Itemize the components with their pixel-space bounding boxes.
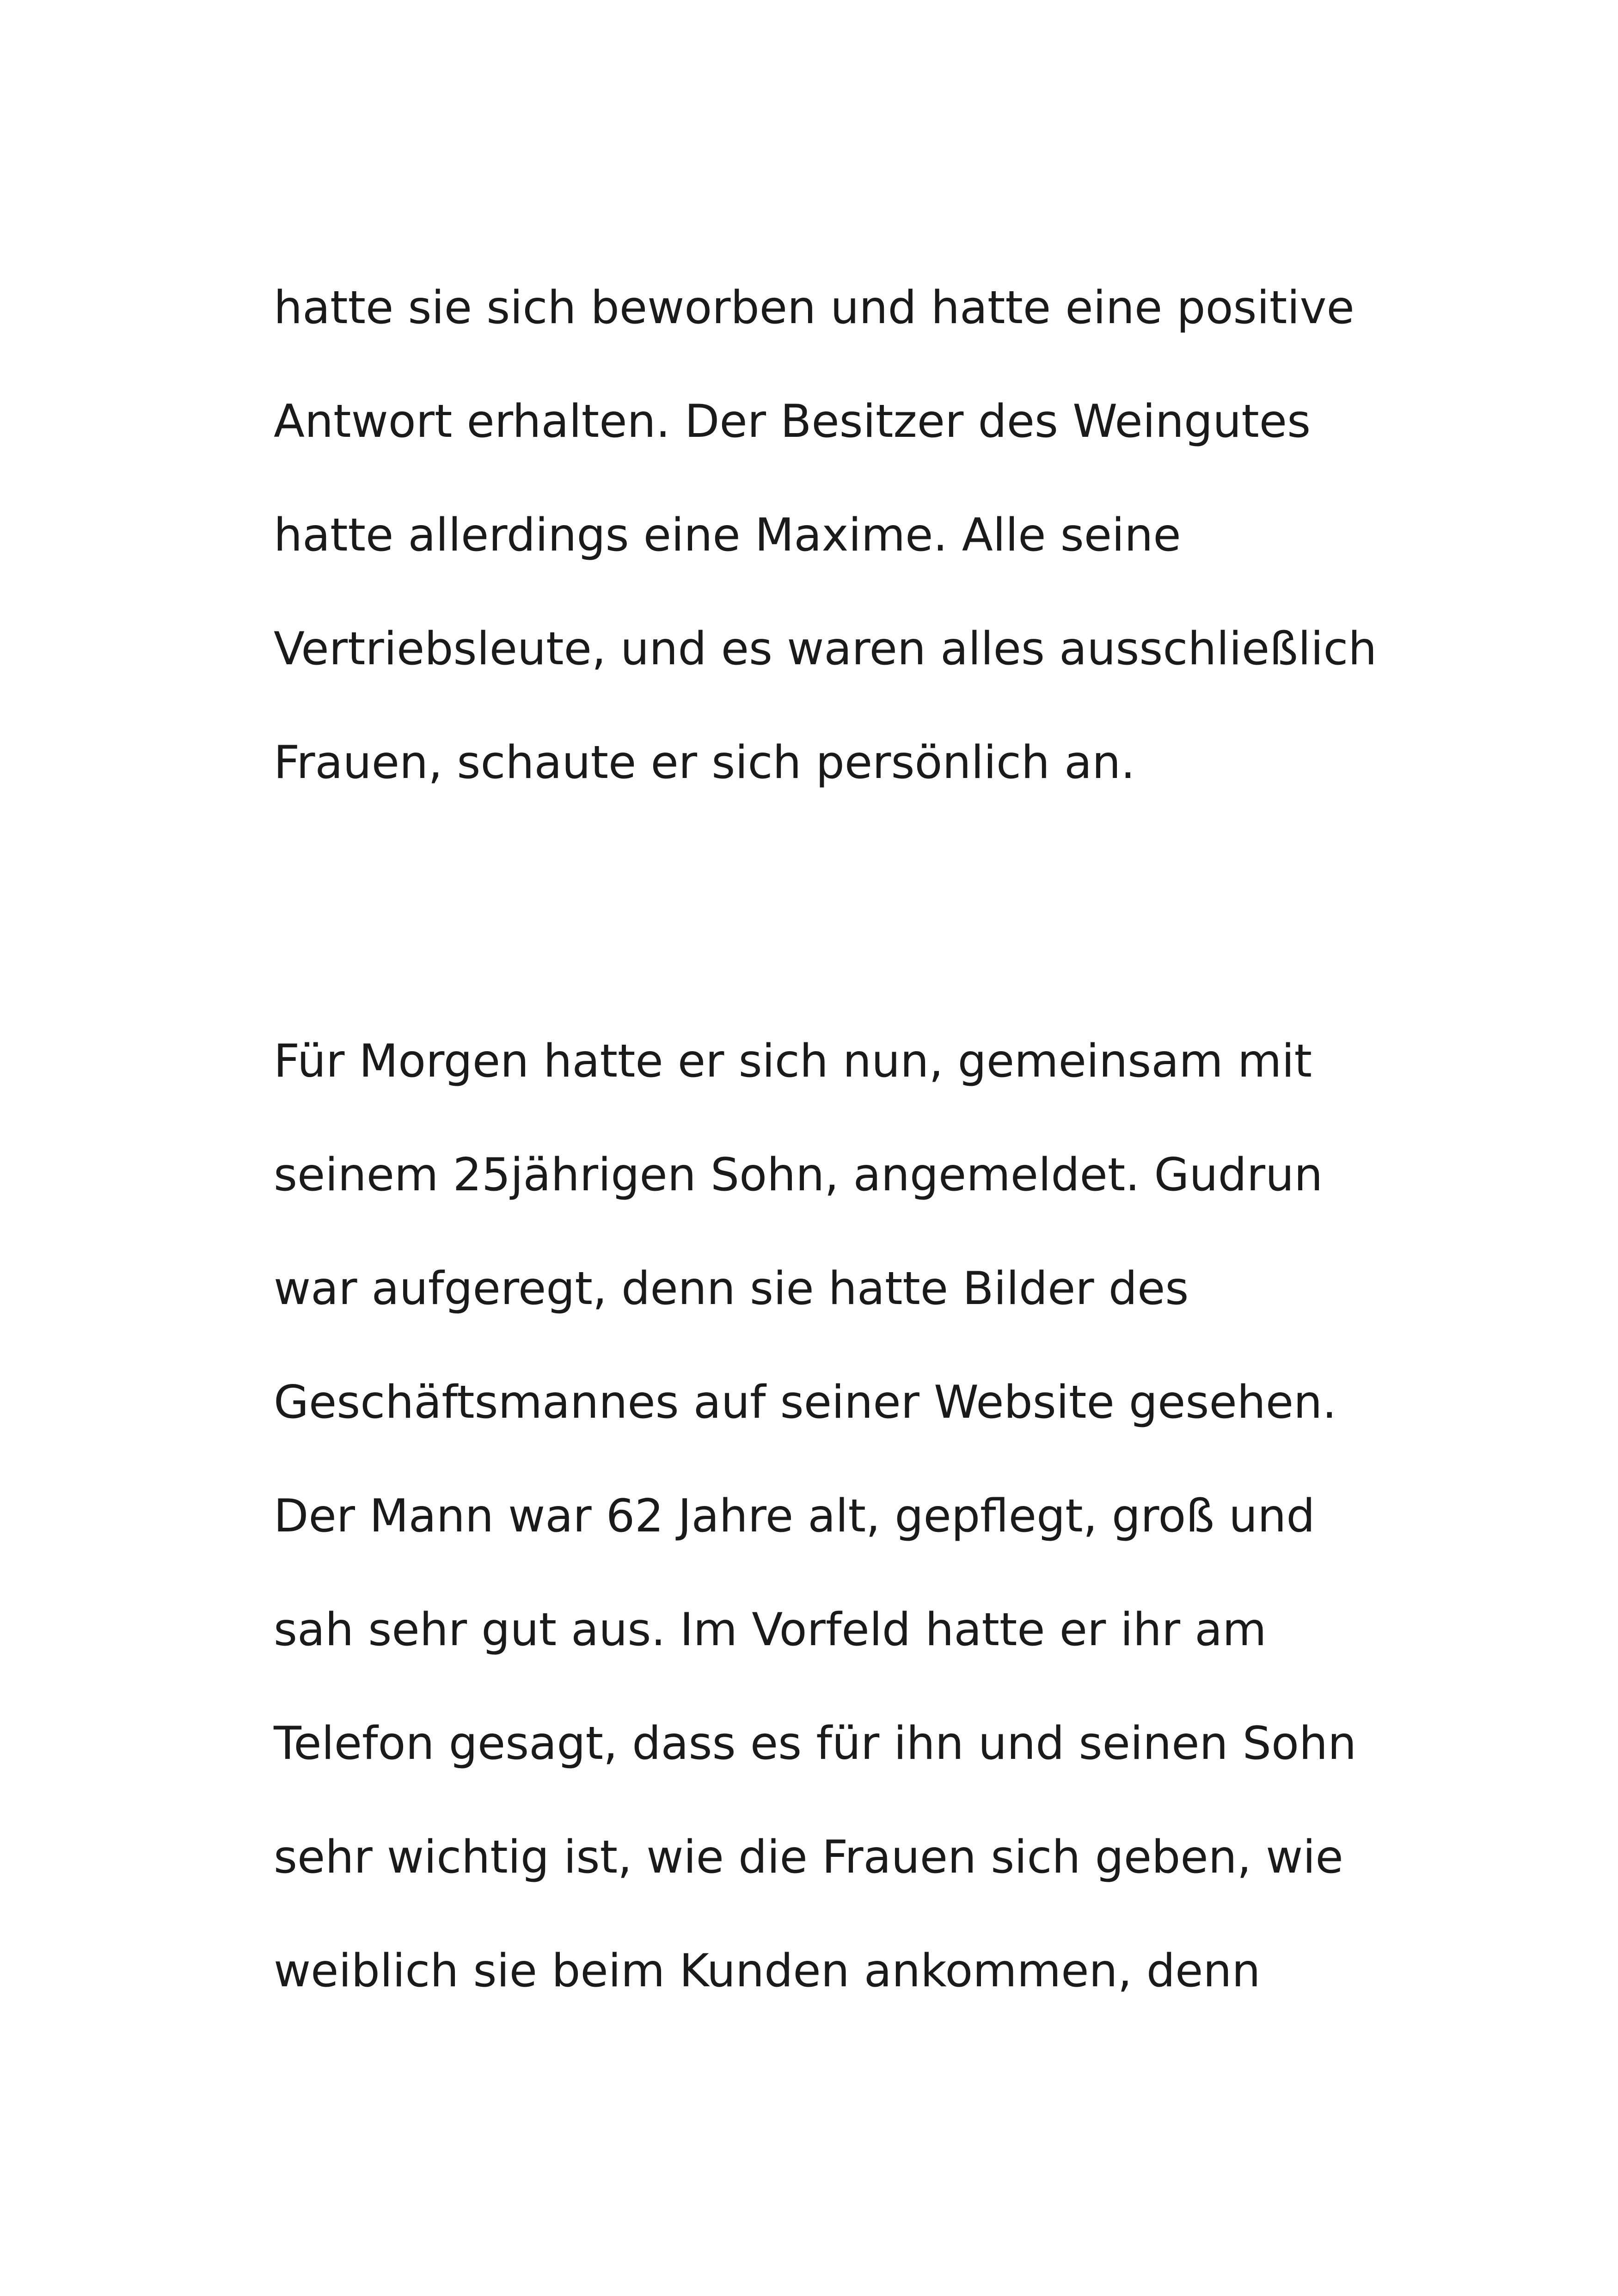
text-line: war aufgeregt, denn sie hatte Bilder des bbox=[274, 1262, 1189, 1315]
text-line: Antwort erhalten. Der Besitzer des Weingutes bbox=[274, 395, 1311, 448]
text-line: Für Morgen hatte er sich nun, gemeinsam mit bbox=[274, 1035, 1312, 1088]
text-line: Frauen, schaute er sich persönlich an. bbox=[274, 736, 1135, 789]
text-line: hatte sie sich beworben und hatte eine positive bbox=[274, 282, 1354, 334]
text-line: seinem 25jährigen Sohn, angemeldet. Gudrun bbox=[274, 1149, 1323, 1201]
text-line: Der Mann war 62 Jahre alt, gepflegt, groß und bbox=[274, 1490, 1315, 1543]
text-line: weiblich sie beim Kunden ankommen, denn bbox=[274, 1945, 1261, 1997]
text-line: Vertriebsleute, und es waren alles ausschließlich bbox=[274, 623, 1377, 675]
text-line: hatte allerdings eine Maxime. Alle seine bbox=[274, 509, 1181, 562]
text-line: sah sehr gut aus. Im Vorfeld hatte er ihr am bbox=[274, 1604, 1267, 1656]
text-line: sehr wichtig ist, wie die Frauen sich geben, wie bbox=[274, 1831, 1343, 1884]
text-line: Telefon gesagt, dass es für ihn und seinen Sohn bbox=[274, 1717, 1357, 1770]
text-line: Geschäftsmannes auf seiner Website gesehen. bbox=[274, 1376, 1337, 1429]
